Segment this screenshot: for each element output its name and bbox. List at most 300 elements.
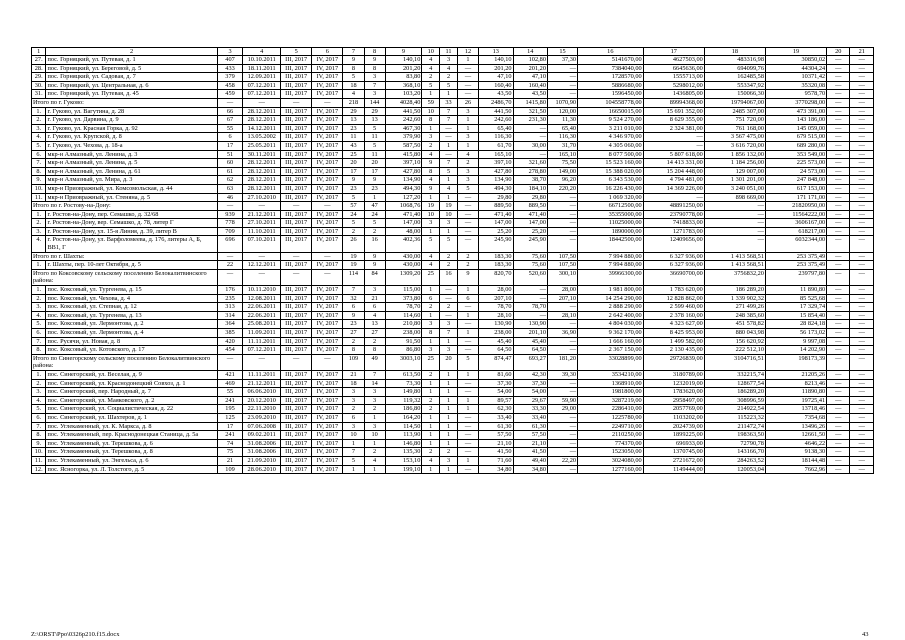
data-cell: 8: [343, 346, 364, 355]
data-cell: 65,40: [479, 124, 513, 133]
subtotal-cell: —: [850, 252, 874, 261]
subtotal-cell: 57: [343, 202, 364, 211]
data-cell: 18: [343, 81, 364, 90]
table-row: [32, 448, 874, 457]
data-cell: 459: [217, 90, 243, 99]
data-cell: 1596450,00: [578, 90, 644, 99]
data-cell: —: [827, 90, 850, 99]
data-cell: —: [827, 448, 850, 457]
data-cell: 241: [217, 396, 243, 405]
data-cell: 119,32: [385, 396, 422, 405]
data-cell: 116,30: [547, 133, 577, 142]
data-cell: 7: [440, 159, 458, 168]
address-cell: пос. Ясногорка, ул. Л. Толстого, д. 5: [46, 465, 217, 474]
data-cell: —: [704, 219, 765, 228]
address-cell: пос. Горняцкий, ул. Береговой, д. 5: [46, 64, 217, 73]
data-cell: 28 824,18: [765, 320, 826, 329]
data-cell: —: [457, 73, 478, 82]
data-cell: —: [440, 133, 458, 142]
data-cell: 694099,76: [704, 64, 765, 73]
data-cell: 4627503,00: [643, 56, 704, 65]
subtotal-cell: —: [217, 202, 243, 211]
data-cell: —: [850, 303, 874, 312]
data-cell: III, 2017: [281, 56, 312, 65]
subtotal-cell: —: [312, 269, 343, 285]
data-cell: 2: [422, 448, 440, 457]
data-cell: IV, 2017: [312, 379, 343, 388]
data-cell: 8213,46: [765, 379, 826, 388]
data-cell: 201,20: [479, 64, 513, 73]
data-cell: 17: [217, 141, 243, 150]
data-cell: IV, 2017: [312, 210, 343, 219]
data-cell: 12.08.2011: [243, 294, 281, 303]
data-cell: 1103202,00: [643, 413, 704, 422]
subtotal-cell: 66712500,00: [578, 202, 644, 211]
data-cell: 4: [440, 64, 458, 73]
data-cell: —: [850, 133, 874, 142]
data-cell: —: [850, 159, 874, 168]
data-cell: III, 2017: [281, 379, 312, 388]
data-cell: 28.06.2010: [243, 465, 281, 474]
data-cell: 9: [422, 159, 440, 168]
data-cell: 20.12.2010: [243, 396, 281, 405]
data-cell: 29,67: [513, 396, 547, 405]
data-cell: 1: [440, 141, 458, 150]
data-cell: III, 2017: [281, 167, 312, 176]
data-cell: III, 2017: [281, 329, 312, 338]
data-cell: 86,80: [385, 346, 422, 355]
data-cell: 13.05.2002: [243, 133, 281, 142]
data-cell: 11 890,80: [765, 286, 826, 295]
data-cell: 1: [440, 439, 458, 448]
data-cell: 3: [422, 346, 440, 355]
data-cell: 49,40: [513, 456, 547, 465]
address-cell: пос. Коксовый, ул. Тургенева, д. 13: [46, 311, 217, 320]
table-row: [32, 329, 874, 338]
data-cell: 1: [440, 90, 458, 99]
data-cell: —: [547, 439, 577, 448]
data-cell: 4: [422, 261, 440, 270]
row-number: 5.: [32, 320, 46, 329]
data-cell: 184,10: [513, 184, 547, 193]
subtotal-cell: 198173,39: [765, 354, 826, 370]
row-number: 30.: [32, 81, 46, 90]
subtotal-cell: 3104716,51: [704, 354, 765, 370]
subtotal-cell: 239797,80: [765, 269, 826, 285]
data-cell: 3: [364, 422, 385, 431]
row-number: 8.: [32, 431, 46, 440]
subtotal-row: [32, 202, 874, 211]
subtotal-cell: 4: [422, 252, 440, 261]
data-cell: 29,80: [479, 193, 513, 202]
data-cell: 2: [440, 261, 458, 270]
data-cell: 17 329,74: [765, 303, 826, 312]
data-cell: 11: [364, 150, 385, 159]
data-cell: —: [547, 413, 577, 422]
data-cell: 284263,52: [704, 456, 765, 465]
data-cell: —: [457, 320, 478, 329]
column-number: 6: [312, 48, 343, 56]
data-cell: 65,40: [547, 124, 577, 133]
data-cell: 14 369 226,00: [643, 184, 704, 193]
data-cell: 127,20: [385, 193, 422, 202]
subtotal-cell: 4028,40: [385, 98, 422, 107]
data-cell: 1 184 256,00: [704, 159, 765, 168]
table-row: [32, 167, 874, 176]
data-cell: 1271783,00: [643, 227, 704, 236]
data-cell: 26: [343, 236, 364, 252]
data-cell: 2: [343, 337, 364, 346]
data-cell: 3: [364, 90, 385, 99]
data-cell: —: [457, 379, 478, 388]
column-number: 5: [281, 48, 312, 56]
data-cell: 11: [343, 133, 364, 142]
data-cell: 451 578,82: [704, 320, 765, 329]
data-cell: 242,60: [385, 116, 422, 125]
data-cell: 4 794 481,00: [643, 176, 704, 185]
table-row: [32, 379, 874, 388]
data-cell: 7354,68: [765, 413, 826, 422]
data-cell: 89,57: [479, 396, 513, 405]
data-cell: 245,90: [513, 236, 547, 252]
data-cell: 145 059,00: [765, 124, 826, 133]
data-cell: 171 171,00: [765, 193, 826, 202]
data-cell: 7384040,00: [578, 64, 644, 73]
data-cell: 2: [422, 396, 440, 405]
data-cell: 125: [217, 413, 243, 422]
data-cell: 9 524 270,00: [578, 116, 644, 125]
subtotal-cell: 181,20: [547, 354, 577, 370]
data-cell: —: [827, 286, 850, 295]
row-number: 7.: [32, 337, 46, 346]
data-cell: 3: [440, 456, 458, 465]
data-cell: III, 2017: [281, 456, 312, 465]
data-cell: —: [827, 159, 850, 168]
data-cell: —: [547, 81, 577, 90]
data-cell: —: [547, 431, 577, 440]
address-cell: мкр-н Алмазный, ул. Ленина, д. 5: [46, 159, 217, 168]
data-cell: 5: [364, 141, 385, 150]
data-cell: —: [457, 431, 478, 440]
data-cell: 7418833,00: [643, 219, 704, 228]
data-cell: 11.11.2011: [243, 337, 281, 346]
column-number-row: [32, 48, 874, 56]
data-cell: IV, 2017: [312, 405, 343, 414]
table-row: [32, 465, 874, 474]
data-cell: 7: [440, 116, 458, 125]
data-cell: III, 2017: [281, 107, 312, 116]
subtotal-cell: 820,70: [479, 269, 513, 285]
row-number: 6.: [32, 329, 46, 338]
data-cell: III, 2017: [281, 346, 312, 355]
data-cell: —: [827, 107, 850, 116]
table-row: [32, 388, 874, 397]
table-row: [32, 193, 874, 202]
table-row: [32, 116, 874, 125]
data-cell: 78,70: [513, 303, 547, 312]
subtotal-cell: 5: [457, 354, 478, 370]
data-cell: —: [457, 422, 478, 431]
data-cell: III, 2017: [281, 294, 312, 303]
data-cell: 939: [217, 210, 243, 219]
data-cell: 494,30: [385, 184, 422, 193]
data-cell: —: [850, 413, 874, 422]
data-cell: 64,50: [479, 346, 513, 355]
data-cell: 91,50: [385, 337, 422, 346]
data-cell: 222 512,10: [704, 346, 765, 355]
data-cell: 43,50: [513, 90, 547, 99]
data-cell: 6: [343, 303, 364, 312]
subtotal-cell: —: [457, 202, 478, 211]
data-cell: 20: [364, 159, 385, 168]
data-cell: III, 2017: [281, 150, 312, 159]
row-number: 10.: [32, 184, 46, 193]
subtotal-cell: 33028899,00: [578, 354, 644, 370]
data-cell: 421: [217, 370, 243, 379]
data-cell: III, 2017: [281, 193, 312, 202]
data-cell: 120053,04: [704, 465, 765, 474]
data-cell: IV, 2017: [312, 81, 343, 90]
data-cell: 1 499 582,00: [643, 337, 704, 346]
data-cell: —: [827, 379, 850, 388]
data-cell: 1: [422, 413, 440, 422]
data-cell: 3: [457, 133, 478, 142]
data-cell: 28.12.2011: [243, 176, 281, 185]
table-row: [32, 219, 874, 228]
column-number: 17: [643, 48, 704, 56]
row-number: 3.: [32, 124, 46, 133]
data-cell: 2: [343, 405, 364, 414]
data-cell: —: [513, 150, 547, 159]
data-cell: 3: [364, 73, 385, 82]
data-cell: IV, 2017: [312, 219, 343, 228]
data-cell: 11.09.2011: [243, 329, 281, 338]
data-cell: 7: [364, 370, 385, 379]
subtotal-cell: —: [827, 202, 850, 211]
data-cell: 7662,96: [765, 465, 826, 474]
data-cell: 8 629 355,00: [643, 116, 704, 125]
data-cell: 31.08.2006: [243, 439, 281, 448]
data-cell: 9: [364, 176, 385, 185]
data-cell: 3 616 720,00: [704, 141, 765, 150]
data-cell: 37,30: [513, 379, 547, 388]
data-cell: 74: [217, 439, 243, 448]
subtotal-label: Итого по г. Ростову-на-Дону:: [32, 202, 218, 211]
row-number: 2.: [32, 219, 46, 228]
data-cell: 4646,22: [765, 439, 826, 448]
data-cell: 5: [343, 219, 364, 228]
data-cell: 19: [343, 261, 364, 270]
data-cell: 3: [457, 167, 478, 176]
data-cell: —: [827, 150, 850, 159]
data-cell: —: [440, 294, 458, 303]
data-cell: 9: [422, 184, 440, 193]
data-cell: 8: [364, 346, 385, 355]
data-cell: III, 2017: [281, 184, 312, 193]
column-number: 18: [704, 48, 765, 56]
data-cell: IV, 2017: [312, 176, 343, 185]
data-cell: 35320,08: [765, 81, 826, 90]
column-number: 20: [827, 48, 850, 56]
table-row: [32, 396, 874, 405]
table-row: [32, 133, 874, 142]
data-cell: 72790,78: [704, 439, 765, 448]
data-cell: 165,10: [479, 150, 513, 159]
data-cell: IV, 2017: [312, 396, 343, 405]
data-cell: —: [850, 431, 874, 440]
data-cell: 4: [364, 456, 385, 465]
data-cell: 1: [440, 227, 458, 236]
subtotal-cell: 300,10: [547, 269, 577, 285]
subtotal-cell: —: [243, 252, 281, 261]
data-cell: IV, 2017: [312, 116, 343, 125]
data-cell: 3: [364, 388, 385, 397]
data-cell: 1: [343, 465, 364, 474]
data-cell: —: [440, 311, 458, 320]
data-cell: IV, 2017: [312, 227, 343, 236]
data-cell: 379: [217, 73, 243, 82]
data-cell: 146,80: [385, 439, 422, 448]
data-cell: 143166,70: [704, 448, 765, 457]
data-cell: 6: [457, 294, 478, 303]
data-cell: 774370,00: [578, 439, 644, 448]
data-cell: —: [850, 396, 874, 405]
data-cell: 397,10: [479, 159, 513, 168]
data-cell: IV, 2017: [312, 133, 343, 142]
address-cell: пос. Углекаменный, ул. Терешкова, д. 6: [46, 439, 217, 448]
data-cell: 24 573,00: [765, 167, 826, 176]
data-cell: 7: [364, 81, 385, 90]
data-cell: —: [440, 150, 458, 159]
subtotal-cell: 2: [457, 252, 478, 261]
data-cell: 4 346 970,00: [578, 133, 644, 142]
data-cell: 25,20: [513, 227, 547, 236]
data-cell: 1 301 201,00: [704, 176, 765, 185]
data-cell: III, 2017: [281, 141, 312, 150]
data-cell: —: [457, 227, 478, 236]
data-cell: 129 007,00: [704, 167, 765, 176]
data-cell: 66: [217, 107, 243, 116]
subtotal-cell: 1309,20: [385, 269, 422, 285]
data-cell: 696933,00: [643, 439, 704, 448]
data-cell: III, 2017: [281, 422, 312, 431]
data-cell: 420: [217, 337, 243, 346]
data-cell: 2: [440, 303, 458, 312]
data-cell: 4: [343, 90, 364, 99]
subtotal-cell: 9: [457, 269, 478, 285]
data-cell: 433: [217, 64, 243, 73]
data-cell: 149,00: [547, 167, 577, 176]
address-cell: пос. Коксовый, ул. Тургенева, д. 15: [46, 286, 217, 295]
data-cell: 211472,74: [704, 422, 765, 431]
subtotal-cell: 16: [440, 269, 458, 285]
data-cell: III, 2017: [281, 236, 312, 252]
data-cell: 1: [422, 193, 440, 202]
data-cell: 199,10: [385, 465, 422, 474]
data-cell: 28.12.2011: [243, 116, 281, 125]
address-cell: пос. Синегорский, ул. Краснодонецкий Совхоз, д. 1: [46, 379, 217, 388]
data-cell: 201,10: [513, 329, 547, 338]
data-cell: 471,40: [513, 210, 547, 219]
data-cell: 2: [364, 227, 385, 236]
data-cell: 6: [217, 133, 243, 142]
subtotal-cell: 3756832,20: [704, 269, 765, 285]
data-cell: 15 388 020,00: [578, 167, 644, 176]
data-cell: 96,20: [547, 176, 577, 185]
subtotal-cell: 33: [440, 98, 458, 107]
data-cell: —: [850, 116, 874, 125]
address-cell: пос. Синегорский, пер. Народный, д. 7: [46, 388, 217, 397]
data-cell: 3: [422, 219, 440, 228]
data-cell: IV, 2017: [312, 294, 343, 303]
data-cell: 14 413 331,00: [643, 159, 704, 168]
subtotal-cell: 29726839,00: [643, 354, 704, 370]
data-cell: IV, 2017: [312, 159, 343, 168]
data-cell: III, 2017: [281, 64, 312, 73]
data-cell: —: [457, 465, 478, 474]
data-cell: 63: [217, 184, 243, 193]
data-cell: 22.11.2010: [243, 405, 281, 414]
data-cell: 16650015,00: [578, 107, 644, 116]
data-cell: —: [850, 337, 874, 346]
subtotal-cell: —: [243, 269, 281, 285]
data-cell: 23.09.2010: [243, 413, 281, 422]
data-cell: 12661,50: [765, 431, 826, 440]
data-cell: 24: [364, 210, 385, 219]
data-cell: 37,30: [479, 379, 513, 388]
data-cell: III, 2017: [281, 159, 312, 168]
data-cell: 1: [422, 431, 440, 440]
data-cell: 25: [343, 150, 364, 159]
data-cell: 07.12.2011: [243, 81, 281, 90]
data-cell: 143 186,00: [765, 116, 826, 125]
data-cell: —: [547, 320, 577, 329]
data-cell: 11025000,00: [578, 219, 644, 228]
subtotal-cell: —: [281, 354, 312, 370]
data-cell: III, 2017: [281, 396, 312, 405]
address-cell: г. Шахты, пер. 10-лет Октября, д. 5: [46, 261, 217, 270]
table-row: [32, 320, 874, 329]
address-cell: пос. Коксовый, ул. Чехова, д. 4: [46, 294, 217, 303]
data-cell: 41,50: [513, 448, 547, 457]
data-cell: —: [513, 286, 547, 295]
subtotal-cell: 2486,70: [479, 98, 513, 107]
data-cell: 14.12.2011: [243, 124, 281, 133]
data-cell: 48,00: [385, 227, 422, 236]
data-cell: 1: [457, 141, 478, 150]
data-cell: 30850,02: [765, 56, 826, 65]
data-cell: 37,30: [547, 56, 577, 65]
data-cell: —: [547, 73, 577, 82]
data-cell: 471,40: [385, 210, 422, 219]
data-cell: 12.09.2011: [243, 73, 281, 82]
data-cell: 2: [422, 370, 440, 379]
data-cell: 15 691 352,00: [643, 107, 704, 116]
data-cell: —: [850, 448, 874, 457]
footer-page-number: 43: [862, 631, 869, 638]
data-cell: —: [827, 236, 850, 252]
data-cell: —: [827, 413, 850, 422]
data-cell: IV, 2017: [312, 90, 343, 99]
data-cell: 5886680,00: [578, 81, 644, 90]
data-cell: 44304,24: [765, 64, 826, 73]
data-cell: III, 2017: [281, 370, 312, 379]
data-cell: 18: [343, 379, 364, 388]
data-cell: 21: [217, 456, 243, 465]
data-cell: 5: [422, 236, 440, 252]
data-cell: 8 077 500,00: [578, 150, 644, 159]
data-cell: 21,10: [513, 439, 547, 448]
